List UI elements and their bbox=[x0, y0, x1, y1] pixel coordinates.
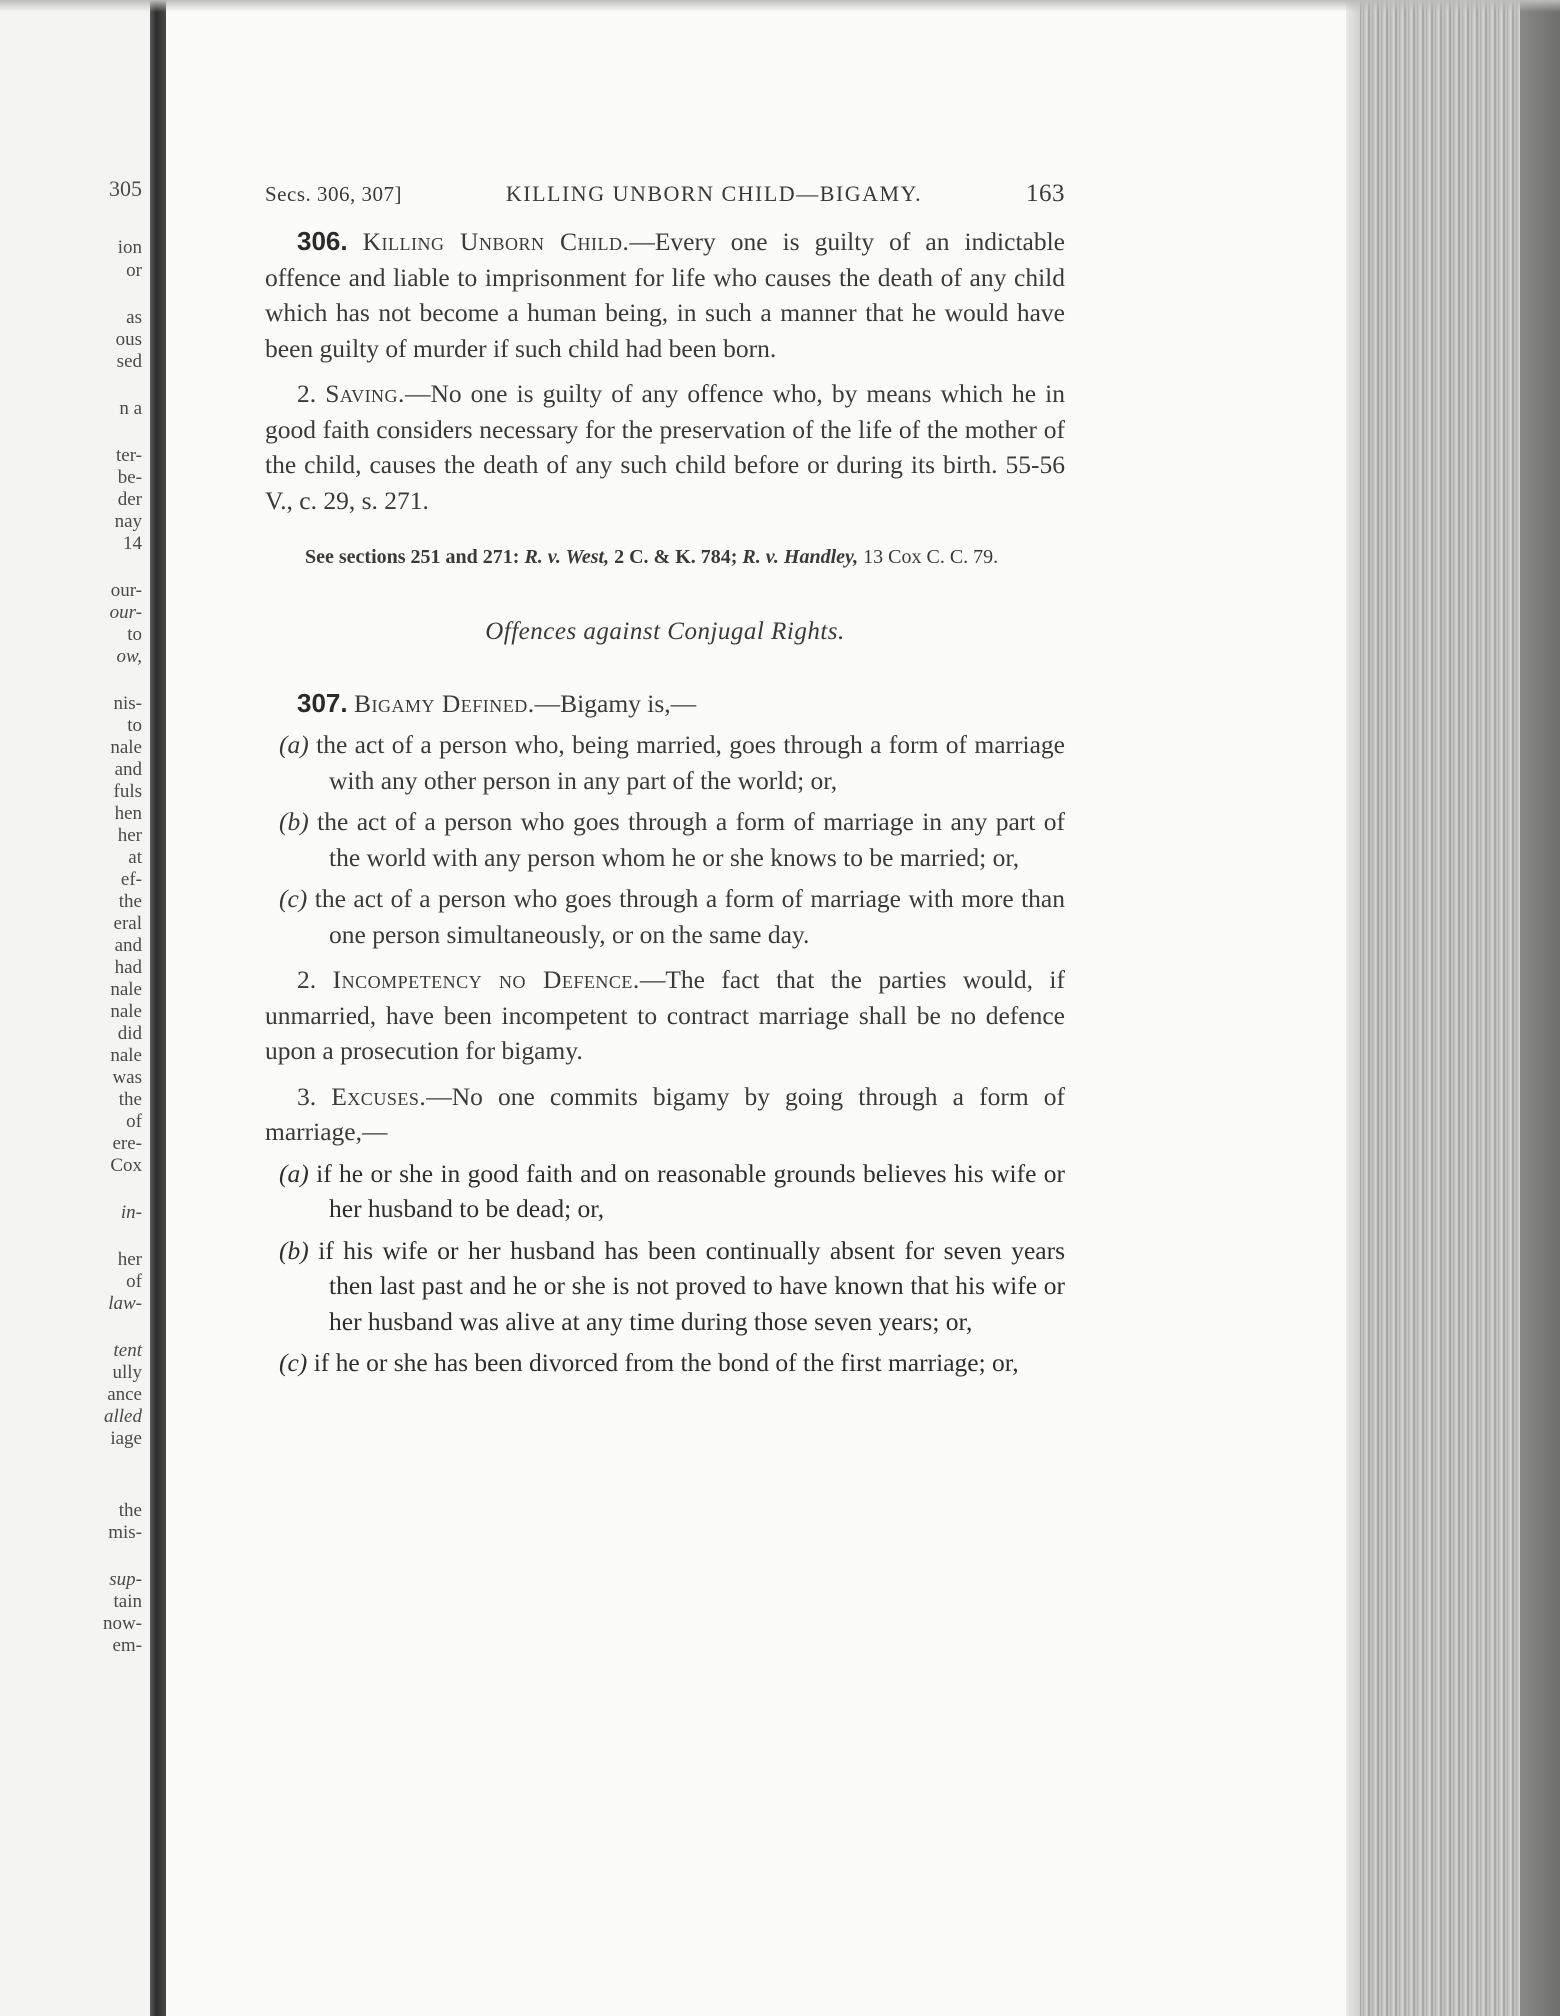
excuse-b bbox=[265, 1233, 1065, 1340]
section-306-subsection-2 bbox=[265, 376, 1065, 518]
clause-text: the act of a person who goes through a form of marriage with more than one person simultaneously, or on the same day. bbox=[314, 884, 1065, 949]
left-page-fragment: had bbox=[114, 957, 142, 978]
clause-text: the act of a person who goes through a form of marriage in any part of the world with any person whom he or she knows to be married; or, bbox=[317, 807, 1065, 872]
left-page-fragment: the bbox=[118, 1089, 142, 1110]
page-edges-stack bbox=[1346, 0, 1560, 2016]
subsection-number: 2. bbox=[297, 379, 317, 408]
left-page-fragment: nale bbox=[110, 1001, 142, 1022]
left-page-fragment: did bbox=[117, 1023, 142, 1044]
page-text-block bbox=[265, 180, 1065, 1381]
clause-text: if he or she in good faith and on reasonable grounds believes his wife or her husband to be dead; or, bbox=[316, 1158, 1066, 1223]
clause-label: (a) bbox=[279, 730, 309, 759]
clause-text: the act of a person who, being married, goes through a form of marriage with any other person in any part of the world; or, bbox=[316, 730, 1066, 795]
left-page-fragment: to bbox=[127, 624, 142, 645]
clause-a bbox=[265, 727, 1065, 798]
left-page-fragment: our- bbox=[109, 602, 142, 623]
left-page-fragment: ef- bbox=[120, 869, 142, 890]
clause-label: (b) bbox=[279, 807, 309, 836]
clause-label: (a) bbox=[279, 1158, 309, 1188]
clause-c bbox=[265, 881, 1065, 952]
note-case-2: R. v. Handley, bbox=[742, 546, 859, 568]
left-page-fragment: n a bbox=[119, 398, 142, 419]
left-page-fragment: fuls bbox=[113, 781, 142, 802]
left-page-fragment: Cox bbox=[110, 1155, 142, 1176]
subsection-text: —No one is guilty of any offence who, by means which he in good faith considers necessary for the preservation of the life of the mother of the child, causes the death of any such child before or during its birth. 55-56 V., c. 29, s. 271. bbox=[265, 379, 1065, 515]
left-page-fragment: ere- bbox=[112, 1133, 142, 1154]
left-page-fragment: iage bbox=[110, 1428, 142, 1449]
note-lead: See sections 251 and 271: bbox=[305, 546, 520, 568]
clause-text: if he or she has been divorced from the bond of the first marriage; or, bbox=[313, 1348, 1019, 1377]
section-text: —Every one is guilty of an indictable offence and liable to imprisonment for life who causes the death of any child which has not become a human being, in such a manner that he would have been guilty of murder if such child had been born. bbox=[265, 227, 1065, 363]
section-title: Bigamy Defined. bbox=[353, 688, 535, 718]
left-page-fragment: ter- bbox=[116, 445, 142, 466]
left-page-fragment: der bbox=[117, 489, 142, 510]
left-page-fragment: and bbox=[114, 759, 142, 780]
page-number: 163 bbox=[1025, 180, 1065, 207]
book-gutter bbox=[150, 0, 166, 2016]
left-page-fragment: sup- bbox=[109, 1569, 142, 1590]
subsection-title: Excuses. bbox=[331, 1081, 427, 1111]
left-page-fragment: her bbox=[117, 1249, 142, 1270]
clause-label: (c) bbox=[279, 884, 308, 913]
subsection-title: Incompetency no Defence. bbox=[332, 965, 640, 994]
section-number: 306. bbox=[297, 226, 348, 256]
subject-heading: Offences against Conjugal Rights. bbox=[485, 618, 845, 645]
subsection-text: —No one commits bigamy by going through a form of marriage,— bbox=[265, 1081, 1066, 1146]
left-page-fragment: 305 bbox=[109, 176, 142, 201]
clause-text: if his wife or her husband has been continually absent for seven years then last past and he or she is not proved to have known that his wife or her husband was alive at any time during those seven years; or, bbox=[318, 1235, 1066, 1336]
running-head-sections: Secs. 306, 307] bbox=[265, 182, 402, 206]
left-page-fragment: at bbox=[128, 847, 142, 868]
note-citation-2: 13 Cox C. C. 79. bbox=[863, 546, 999, 568]
section-306 bbox=[265, 224, 1065, 366]
left-page-fragment: mis- bbox=[108, 1522, 142, 1543]
clause-label: (c) bbox=[279, 1348, 308, 1377]
section-307-subsection-3 bbox=[265, 1079, 1065, 1150]
left-page-fragment: the bbox=[118, 1500, 142, 1521]
left-page-fragment: ow, bbox=[116, 646, 142, 667]
left-page-fragment: in- bbox=[120, 1202, 142, 1223]
left-page-fragment: of bbox=[126, 1271, 142, 1292]
left-page-fragment: or bbox=[126, 260, 142, 281]
subsection-title: Saving. bbox=[325, 379, 405, 408]
clause-label: (b) bbox=[279, 1235, 309, 1265]
left-page-fragment: tain bbox=[113, 1591, 142, 1612]
subsection-number: 2. bbox=[297, 965, 317, 994]
left-page-fragment: ion bbox=[117, 237, 142, 258]
left-page-fragment: em- bbox=[112, 1635, 142, 1656]
left-page-fragment: and bbox=[114, 935, 142, 956]
excuse-a bbox=[265, 1156, 1065, 1227]
previous-page-edge bbox=[0, 0, 150, 2016]
running-head bbox=[265, 180, 1065, 208]
section-307 bbox=[265, 686, 1065, 722]
left-page-fragment: sed bbox=[116, 351, 142, 372]
left-page-fragment: ully bbox=[112, 1362, 142, 1383]
annotation-note bbox=[265, 546, 1065, 568]
top-shadow bbox=[0, 0, 1560, 12]
clause-b bbox=[265, 804, 1065, 875]
section-title: Killing Unborn Child. bbox=[362, 227, 630, 256]
left-page-fragment: nay bbox=[114, 511, 142, 532]
left-page-fragment: ance bbox=[107, 1384, 142, 1405]
section-number: 307. bbox=[297, 687, 348, 718]
left-page-fragment: law- bbox=[108, 1293, 142, 1314]
left-page-fragment: tent bbox=[113, 1340, 142, 1361]
note-citation-1: 2 C. & K. 784; bbox=[614, 546, 738, 568]
left-page-fragment: eral bbox=[113, 913, 142, 934]
left-page-fragment: nale bbox=[110, 737, 142, 758]
left-page-fragment: nale bbox=[110, 979, 142, 1000]
section-text: —Bigamy is,— bbox=[534, 688, 697, 718]
left-page-fragment: be- bbox=[117, 467, 142, 488]
running-head-title: KILLING UNBORN CHILD—BIGAMY. bbox=[505, 181, 923, 206]
section-307-subsection-2 bbox=[265, 962, 1065, 1069]
left-page-fragment: the bbox=[118, 891, 142, 912]
subsection-text: —The fact that the parties would, if unmarried, have been incompetent to contract marriage shall be no defence upon a prosecution for bigamy. bbox=[265, 965, 1066, 1065]
left-page-fragment: our- bbox=[110, 580, 142, 601]
left-page-fragment: nale bbox=[110, 1045, 142, 1066]
note-case-1: R. v. West, bbox=[524, 546, 610, 568]
left-page-fragment: to bbox=[127, 715, 142, 736]
left-page-fragment: ous bbox=[115, 329, 142, 350]
left-page-fragment: now- bbox=[102, 1613, 142, 1634]
left-page-fragment: nis- bbox=[113, 693, 142, 714]
left-page-fragment: her bbox=[117, 825, 142, 846]
left-page-fragment: was bbox=[112, 1067, 142, 1088]
left-page-fragment: of bbox=[126, 1111, 142, 1132]
excuse-c bbox=[265, 1345, 1065, 1381]
left-page-fragment: 14 bbox=[123, 533, 142, 554]
left-page-fragment: as bbox=[126, 307, 142, 328]
subsection-number: 3. bbox=[297, 1081, 317, 1111]
left-page-fragment: alled bbox=[104, 1406, 142, 1427]
left-page-fragment: hen bbox=[114, 803, 142, 824]
